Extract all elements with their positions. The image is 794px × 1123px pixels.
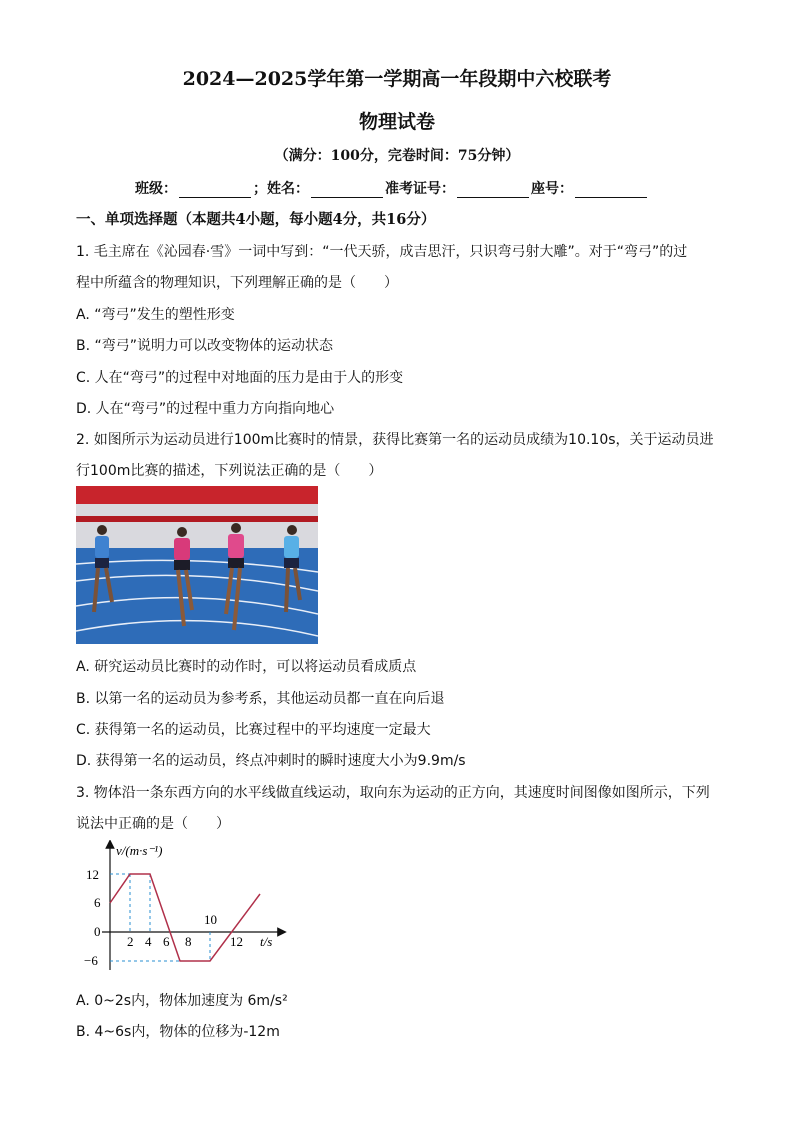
sprinters-photo bbox=[76, 486, 318, 644]
q1-stem-line1: 1. 毛主席在《沁园春·雪》一词中写到：“一代天骄，成吉思汗，只识弯弓射大雕”。对于“弯弓”的过 bbox=[76, 244, 688, 260]
exam-info: （满分：100分，完卷时间：75分钟） bbox=[274, 148, 520, 164]
y-tick-6: 6 bbox=[94, 895, 101, 910]
q1-option-b: B. “弯弓”说明力可以改变物体的运动状态 bbox=[76, 338, 334, 354]
exam-no-label: 准考证号： bbox=[385, 181, 455, 197]
x-tick-10: 10 bbox=[204, 912, 217, 927]
student-info-row bbox=[135, 178, 649, 198]
q3-stem-line1: 3. 物体沿一条东西方向的水平线做直线运动，取向东为运动的正方向，其速度时间图像如图所示，下列 bbox=[76, 785, 710, 801]
x-tick-8: 8 bbox=[185, 934, 192, 949]
x-tick-2: 2 bbox=[127, 934, 134, 949]
velocity-time-graph bbox=[80, 840, 290, 980]
q2-option-c: C. 获得第一名的运动员，比赛过程中的平均速度一定最大 bbox=[76, 722, 431, 738]
exam-no-blank bbox=[457, 183, 529, 198]
q3-option-a: A. 0~2s内，物体加速度为 6m/s² bbox=[76, 993, 288, 1009]
class-blank bbox=[179, 183, 251, 198]
name-blank bbox=[311, 183, 383, 198]
q1-option-a: A. “弯弓”发生的塑性形变 bbox=[76, 307, 235, 323]
y-tick-12: 12 bbox=[86, 867, 99, 882]
x-axis-label: t/s bbox=[260, 934, 273, 949]
q3-option-b: B. 4~6s内，物体的位移为-12m bbox=[76, 1024, 280, 1040]
q3-stem-line2: 说法中正确的是（ ） bbox=[76, 816, 230, 832]
x-tick-4: 4 bbox=[145, 934, 152, 949]
exam-title: 2024—2025学年第一学期高一年段期中六校联考 bbox=[182, 68, 612, 90]
y-axis-label: v/(m·s⁻¹) bbox=[116, 843, 163, 858]
class-label: 班级： bbox=[135, 181, 177, 197]
q2-stem-line2: 行100m比赛的描述，下列说法正确的是（ ） bbox=[76, 463, 383, 479]
section-title: 一、单项选择题（本题共4小题，每小题4分，共16分） bbox=[76, 211, 436, 228]
q2-stem-line1: 2. 如图所示为运动员进行100m比赛时的情景，获得比赛第一名的运动员成绩为10.10s，关于运动员进 bbox=[76, 432, 714, 448]
q1-option-c: C. 人在“弯弓”的过程中对地面的压力是由于人的形变 bbox=[76, 370, 404, 386]
q1-stem-line2: 程中所蕴含的物理知识，下列理解正确的是（ ） bbox=[76, 275, 398, 291]
seat-label: 座号： bbox=[531, 181, 573, 197]
x-tick-6: 6 bbox=[163, 934, 170, 949]
subject-title: 物理试卷 bbox=[358, 111, 435, 133]
y-tick-0: 0 bbox=[94, 924, 101, 939]
name-label: ；姓名： bbox=[253, 181, 309, 197]
q2-option-b: B. 以第一名的运动员为参考系，其他运动员都一直在向后退 bbox=[76, 691, 445, 707]
x-tick-12: 12 bbox=[230, 934, 243, 949]
q2-option-d: D. 获得第一名的运动员，终点冲刺时的瞬时速度大小为9.9m/s bbox=[76, 753, 466, 769]
q1-option-d: D. 人在“弯弓”的过程中重力方向指向地心 bbox=[76, 401, 335, 417]
q2-option-a: A. 研究运动员比赛时的动作时，可以将运动员看成质点 bbox=[76, 659, 417, 675]
seat-blank bbox=[575, 183, 647, 198]
y-tick-neg6: −6 bbox=[84, 953, 98, 968]
